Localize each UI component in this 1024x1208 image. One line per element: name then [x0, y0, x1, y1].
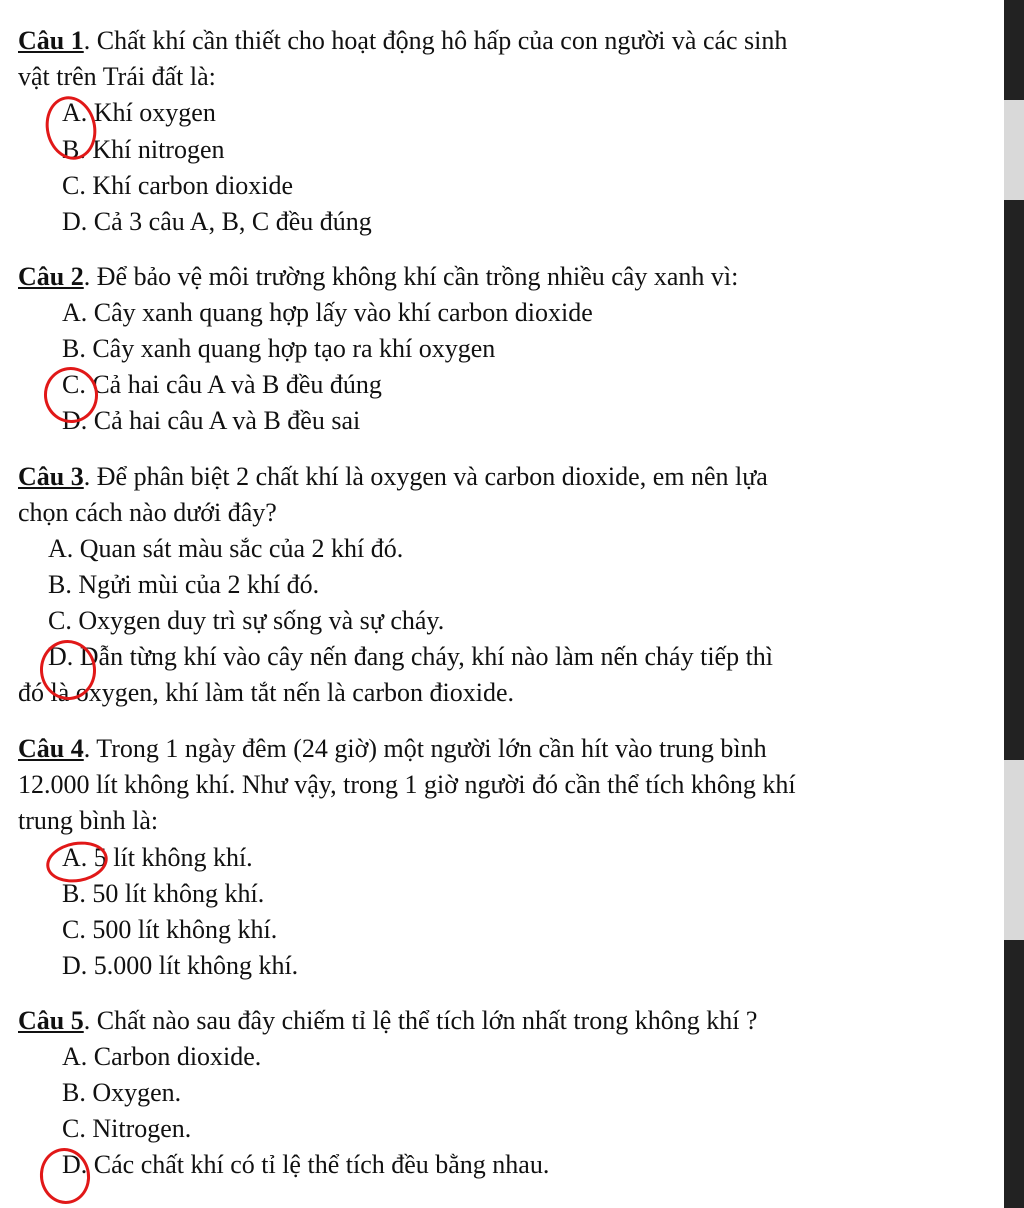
question-1-line-1 — [18, 26, 787, 56]
background-edge-panel — [1004, 760, 1024, 940]
background-edge-panel — [1004, 100, 1024, 200]
question-4-line-1 — [18, 734, 767, 764]
question-2-option-d: D. Cả hai câu A và B đều sai — [62, 406, 361, 435]
question-4-label: Câu 4 — [18, 734, 84, 763]
question-1-option-c: C. Khí carbon dioxide — [62, 171, 294, 200]
question-1-label: Câu 1 — [18, 26, 84, 55]
question-5-label: Câu 5 — [18, 1006, 84, 1035]
question-4-line-3: trung bình là: — [18, 806, 159, 835]
question-4-option-c: C. 500 lít không khí. — [62, 915, 278, 944]
question-1-option-d: D. Cả 3 câu A, B, C đều đúng — [62, 207, 372, 236]
question-2-option-a: A. Cây xanh quang hợp lấy vào khí carbon dioxide — [62, 298, 593, 327]
question-3-option-b: B. Ngửi mùi của 2 khí đó. — [48, 570, 320, 599]
question-4-option-b: B. 50 lít không khí. — [62, 879, 265, 908]
question-5-option-b: B. Oxygen. — [62, 1078, 182, 1107]
question-1-text: . Chất khí cần thiết cho hoạt động hô hấp của con người và các sinh — [83, 26, 788, 55]
question-4-text: . Trong 1 ngày đêm (24 giờ) một người lớn cần hít vào trung bình — [83, 734, 767, 763]
question-4-option-a: A. 5 lít không khí. — [62, 843, 253, 872]
question-4-option-d: D. 5.000 lít không khí. — [62, 951, 299, 980]
question-5-text: . Chất nào sau đây chiếm tỉ lệ thể tích lớn nhất trong không khí ? — [83, 1006, 758, 1035]
question-3-line-2: chọn cách nào dưới đây? — [18, 498, 277, 527]
question-3-option-d-continued: đó là oxygen, khí làm tắt nến là carbon đioxide. — [18, 678, 515, 707]
question-1-line-2: vật trên Trái đất là: — [18, 62, 216, 91]
question-3-label: Câu 3 — [18, 462, 84, 491]
question-2-option-c: C. Cả hai câu A và B đều đúng — [62, 370, 382, 399]
question-2-option-b: B. Cây xanh quang hợp tạo ra khí oxygen — [62, 334, 496, 363]
question-2-line-1 — [18, 262, 738, 292]
question-5-option-a: A. Carbon dioxide. — [62, 1042, 262, 1071]
question-2-label: Câu 2 — [18, 262, 84, 291]
question-1-option-b: B. Khí nitrogen — [62, 135, 225, 164]
question-2-text: . Để bảo vệ môi trường không khí cần trồng nhiều cây xanh vì: — [83, 262, 739, 291]
question-5-option-c: C. Nitrogen. — [62, 1114, 192, 1143]
question-3-option-a: A. Quan sát màu sắc của 2 khí đó. — [48, 534, 404, 563]
question-3-option-c: C. Oxygen duy trì sự sống và sự cháy. — [48, 606, 445, 635]
question-5-line-1 — [18, 1006, 757, 1036]
question-5-option-d: D. Các chất khí có tỉ lệ thể tích đều bằng nhau. — [62, 1150, 550, 1179]
question-4-line-2: 12.000 lít không khí. Như vậy, trong 1 giờ người đó cần thể tích không khí — [18, 770, 796, 799]
question-3-line-1 — [18, 462, 768, 492]
question-3-option-d: D. Dẫn từng khí vào cây nến đang cháy, khí nào làm nến cháy tiếp thì — [48, 642, 774, 671]
question-1-option-a: A. Khí oxygen — [62, 98, 216, 127]
question-3-text: . Để phân biệt 2 chất khí là oxygen và carbon dioxide, em nên lựa — [83, 462, 768, 491]
